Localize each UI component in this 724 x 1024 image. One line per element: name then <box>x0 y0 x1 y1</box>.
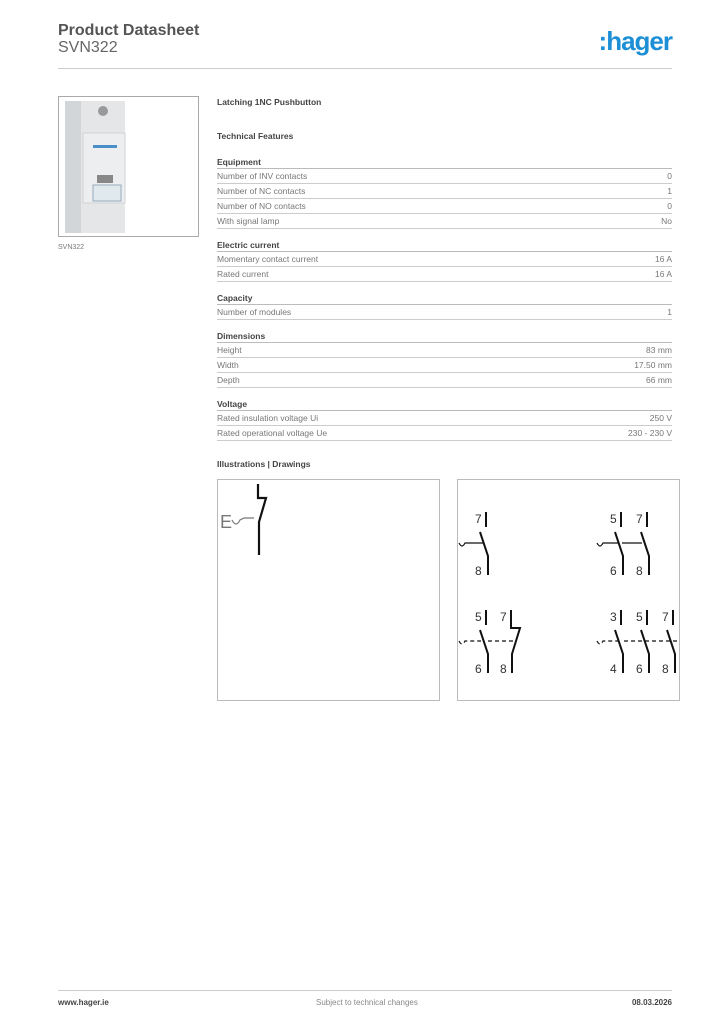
section-title: Electric current <box>217 239 672 252</box>
spec-section <box>217 330 672 388</box>
spec-row <box>217 267 672 282</box>
spec-row <box>217 199 672 214</box>
contact-diagrams <box>458 480 679 700</box>
product-image <box>58 96 199 237</box>
spec-label: With signal lamp <box>217 216 280 226</box>
spec-value: 1 <box>667 186 672 196</box>
technical-features-heading: Technical Features <box>217 131 294 141</box>
spec-value: 250 V <box>649 413 672 423</box>
spec-row <box>217 184 672 199</box>
page-title: Product Datasheet <box>58 22 200 39</box>
svg-text:6: 6 <box>636 662 643 676</box>
svg-text:5: 5 <box>636 610 643 624</box>
spec-label: Momentary contact current <box>217 254 319 264</box>
svg-text:8: 8 <box>475 564 482 578</box>
spec-label: Number of NO contacts <box>217 201 306 211</box>
svg-text:4: 4 <box>610 662 617 676</box>
footer-divider <box>58 990 672 991</box>
svg-text:8: 8 <box>500 662 507 676</box>
spec-row <box>217 358 672 373</box>
footer-date: 08.03.2026 <box>631 998 672 1007</box>
svg-text:6: 6 <box>475 662 482 676</box>
spec-value: 0 <box>667 171 672 181</box>
spec-label: Width <box>217 360 239 370</box>
spec-row <box>217 214 672 229</box>
spec-row <box>217 252 672 267</box>
spec-section <box>217 156 672 229</box>
spec-value: No <box>661 216 672 226</box>
product-photo-icon <box>59 97 198 236</box>
svg-text:5: 5 <box>475 610 482 624</box>
spec-value: 1 <box>667 307 672 317</box>
spec-value: 17.50 mm <box>634 360 672 370</box>
section-title: Dimensions <box>217 330 672 343</box>
spec-label: Number of INV contacts <box>217 171 308 181</box>
spec-label: Number of modules <box>217 307 292 317</box>
spec-row <box>217 426 672 441</box>
svg-text:7: 7 <box>662 610 669 624</box>
spec-section <box>217 239 672 282</box>
spec-label: Number of NC contacts <box>217 186 306 196</box>
spec-row <box>217 169 672 184</box>
svg-text:7: 7 <box>636 512 643 526</box>
hager-logo: :hager <box>598 26 672 56</box>
svg-text:7: 7 <box>475 512 482 526</box>
spec-value: 83 mm <box>646 345 672 355</box>
spec-value: 230 - 230 V <box>628 428 672 438</box>
section-title: Capacity <box>217 292 672 305</box>
spec-row <box>217 373 672 388</box>
svg-text:6: 6 <box>610 564 617 578</box>
header-divider <box>58 68 672 69</box>
spec-value: 16 A <box>654 254 672 264</box>
spec-label: Rated insulation voltage Ui <box>217 413 319 423</box>
svg-text:3: 3 <box>610 610 617 624</box>
spec-row <box>217 305 672 320</box>
svg-text:8: 8 <box>662 662 669 676</box>
specifications <box>217 96 672 441</box>
spec-section <box>217 398 672 441</box>
spec-label: Rated current <box>217 269 269 279</box>
svg-text:8: 8 <box>636 564 643 578</box>
spec-section <box>217 292 672 320</box>
spec-row <box>217 411 672 426</box>
spec-value: 0 <box>667 201 672 211</box>
spec-label: Rated operational voltage Ue <box>217 428 328 438</box>
spec-value: 16 A <box>654 269 672 279</box>
product-name: Latching 1NC Pushbutton <box>217 97 322 107</box>
illustrations-heading: Illustrations | Drawings <box>217 459 311 469</box>
section-title: Voltage <box>217 398 672 411</box>
svg-text:7: 7 <box>500 610 507 624</box>
latching-contact-symbol <box>218 480 439 700</box>
section-title: Equipment <box>217 156 672 169</box>
image-caption: SVN322 <box>58 244 85 251</box>
spec-value: 66 mm <box>646 375 672 385</box>
svg-text:E: E <box>220 512 233 532</box>
wiring-symbol-drawing <box>217 479 440 701</box>
contact-configurations-drawing <box>457 479 680 701</box>
spec-label: Depth <box>217 375 240 385</box>
footer-note: Subject to technical changes <box>316 998 418 1007</box>
spec-row <box>217 343 672 358</box>
svg-text:5: 5 <box>610 512 617 526</box>
product-code: SVN322 <box>58 39 118 56</box>
spec-label: Height <box>217 345 242 355</box>
footer-website-link[interactable]: www.hager.ie <box>58 998 109 1007</box>
